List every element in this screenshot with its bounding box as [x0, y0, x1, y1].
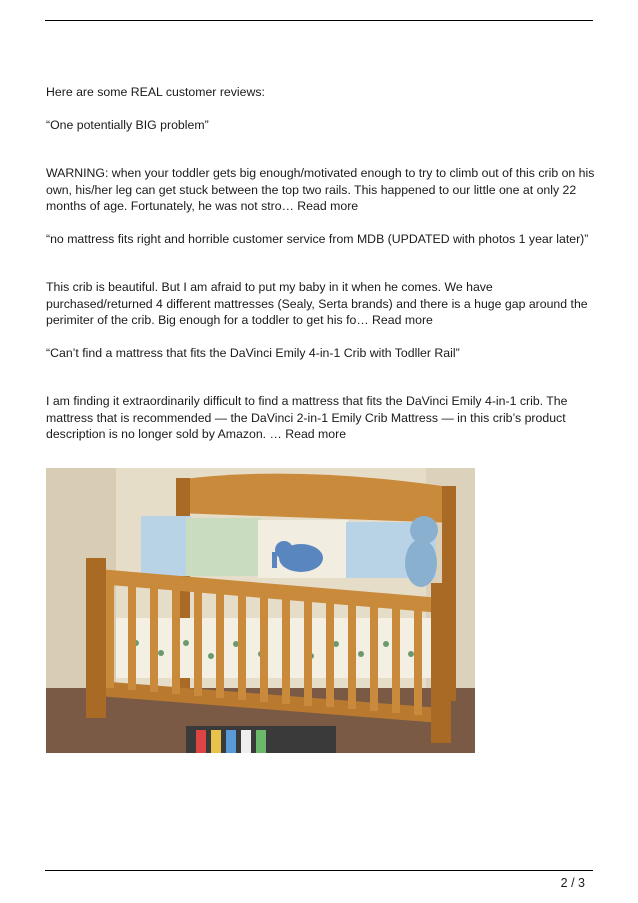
rug	[186, 726, 336, 753]
crib-photo	[46, 468, 475, 753]
review-body: This crib is beautiful. But I am afraid to put my baby in it when he comes. We have purchased/returned 4 different mattresses (Sealy, Serta brands) and there is a huge gap around the perimiter of the crib. Big enough for a toddler to get his fo… Read more	[46, 280, 588, 327]
review-title: “no mattress fits right and horrible customer service from MDB (UPDATED with photos 1 year later)”	[46, 231, 589, 246]
review-title: “One potentially BIG problem”	[46, 117, 209, 132]
review-body: WARNING: when your toddler gets big enough/motivated enough to try to climb out of this crib on his own, his/her leg can get stuck between the top two rails. This happened to our little one at only 22 months of age. Fortunately, he was not stro… Read more	[46, 166, 595, 213]
header-rule	[45, 20, 593, 21]
page-number: 2 / 3	[560, 876, 585, 890]
review-body: I am finding it extraordinarily difficult to find a mattress that fits the DaVinci Emily 4-in-1 crib. The mattress that is recommended — the DaVinci 2-in-1 Emily Crib Mattress — in this crib’s product description is no longer sold by Amazon. … Read more	[46, 394, 568, 441]
review-title: “Can’t find a mattress that fits the DaVinci Emily 4-in-1 Crib with Todller Rail”	[46, 345, 460, 360]
crib-illustration	[46, 468, 475, 753]
footer-rule	[45, 870, 593, 871]
document-body	[46, 84, 598, 443]
intro-text: Here are some REAL customer reviews:	[46, 85, 265, 99]
